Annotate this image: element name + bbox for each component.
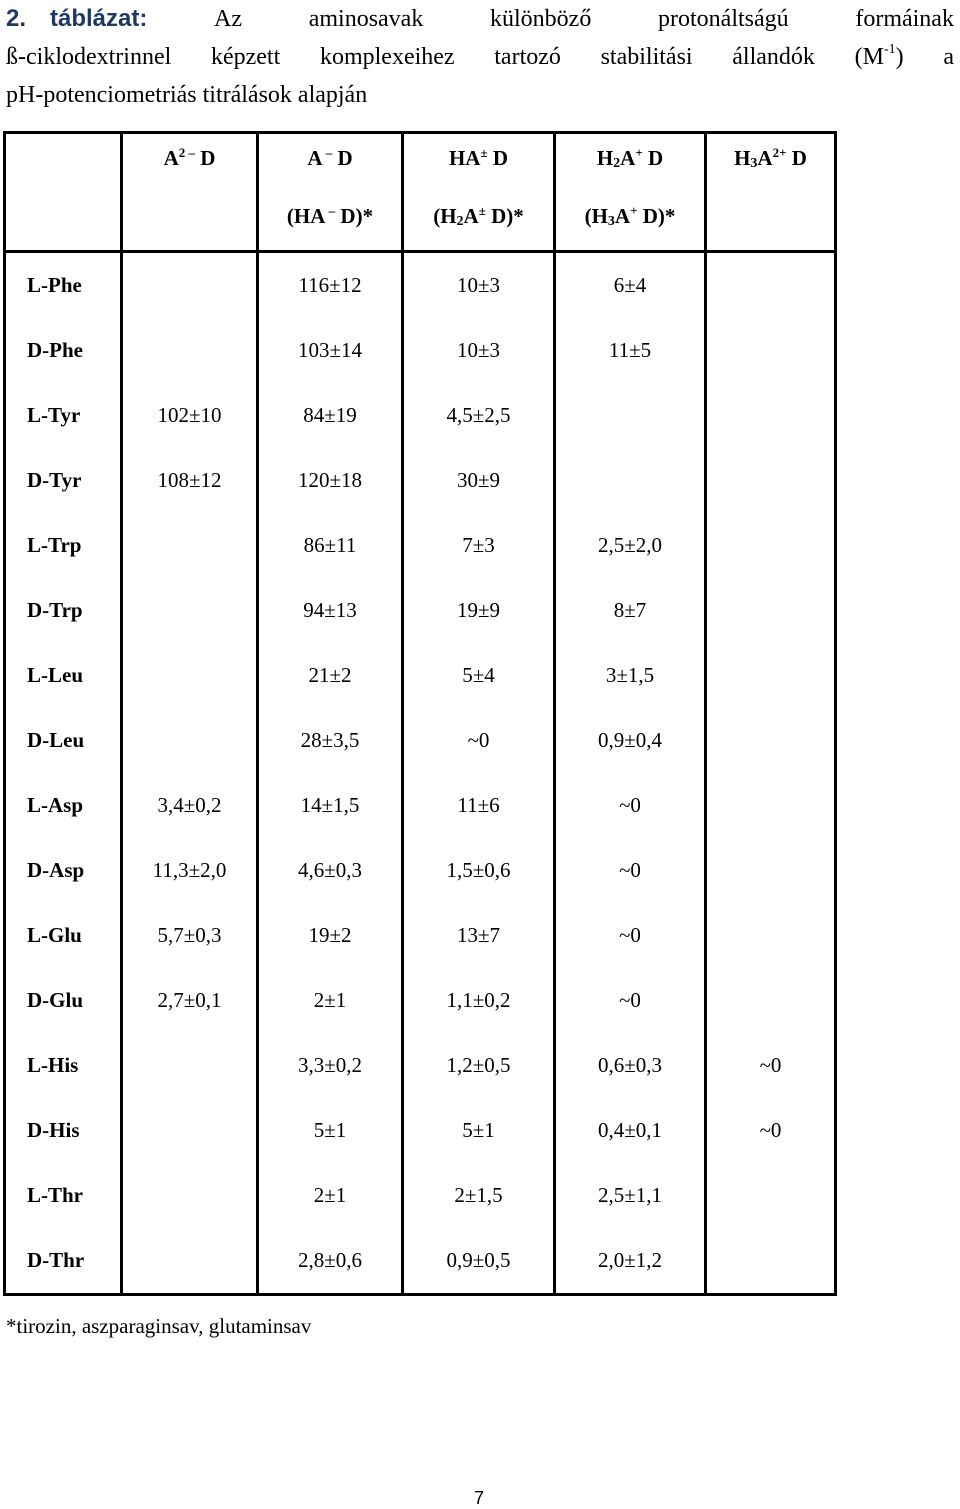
- row-label: L-Glu: [5, 903, 122, 968]
- table-row: [5, 513, 836, 578]
- caption-word: formáinak: [855, 6, 954, 32]
- table-cell: [706, 318, 836, 383]
- table-cell: [706, 513, 836, 578]
- table-cell: 5±1: [258, 1098, 403, 1163]
- table-cell: ~0: [403, 708, 555, 773]
- table-cell: 14±1,5: [258, 773, 403, 838]
- header-row: [5, 133, 836, 183]
- table-cell: 19±9: [403, 578, 555, 643]
- page-number: 7: [474, 1488, 485, 1508]
- table-row: [5, 1098, 836, 1163]
- caption-line-1: [6, 0, 954, 38]
- table-cell: [706, 383, 836, 448]
- row-label: D-Glu: [5, 968, 122, 1033]
- table-row: [5, 773, 836, 838]
- table-cell: 4,5±2,5: [403, 383, 555, 448]
- table-cell: ~0: [555, 838, 706, 903]
- table-cell: [122, 708, 258, 773]
- table-cell: [122, 513, 258, 578]
- row-label: D-Asp: [5, 838, 122, 903]
- table-row: [5, 643, 836, 708]
- table-cell: 102±10: [122, 383, 258, 448]
- table-cell: [706, 448, 836, 513]
- table-cell: 3±1,5: [555, 643, 706, 708]
- table-cell: 3,4±0,2: [122, 773, 258, 838]
- table-cell: 5,7±0,3: [122, 903, 258, 968]
- table-cell: 120±18: [258, 448, 403, 513]
- caption-line-2: [6, 38, 954, 76]
- header-alt-h3a-d: ($H_3A^+$ D)*: [555, 182, 706, 252]
- table-cell: [122, 643, 258, 708]
- row-label: L-Trp: [5, 513, 122, 578]
- table-cell: 116±12: [258, 252, 403, 319]
- row-label: L-Leu: [5, 643, 122, 708]
- table-row: [5, 1228, 836, 1295]
- table-cell: 1,2±0,5: [403, 1033, 555, 1098]
- header-ha-d: HA± D: [403, 133, 555, 183]
- table-cell: 10±3: [403, 252, 555, 319]
- caption-word: protonáltságú: [658, 6, 789, 32]
- header-h3a-d: $H_3A^{2+}$ D: [706, 133, 836, 183]
- table-cell: 4,6±0,3: [258, 838, 403, 903]
- header-a-d: A – D: [258, 133, 403, 183]
- caption-word: a: [943, 44, 954, 70]
- table-cell: 28±3,5: [258, 708, 403, 773]
- table-cell: [706, 838, 836, 903]
- table-cell: 19±2: [258, 903, 403, 968]
- row-label: L-Phe: [5, 252, 122, 319]
- table-cell: 11±6: [403, 773, 555, 838]
- caption-number: 2.: [6, 5, 27, 32]
- table-cell: ~0: [555, 968, 706, 1033]
- table-row: [5, 383, 836, 448]
- table-cell: ~0: [706, 1033, 836, 1098]
- caption-word: képzett: [210, 44, 281, 70]
- stability-constants-table: [3, 131, 837, 1296]
- table-row: [5, 968, 836, 1033]
- table-cell: 5±4: [403, 643, 555, 708]
- table-cell: 0,6±0,3: [555, 1033, 706, 1098]
- row-label: D-Trp: [5, 578, 122, 643]
- table-cell: 30±9: [403, 448, 555, 513]
- header-a2-d: $A^{2 -}$ D: [122, 133, 258, 183]
- row-label: L-Asp: [5, 773, 122, 838]
- table-cell: 108±12: [122, 448, 258, 513]
- table-cell: 0,9±0,5: [403, 1228, 555, 1295]
- table-cell: [122, 578, 258, 643]
- caption-word: ß-ciklodextrinnel: [6, 44, 172, 70]
- caption-line-3: pH-potenciometriás titrálások alapján: [6, 82, 368, 108]
- table-cell: 5±1: [403, 1098, 555, 1163]
- row-label: D-His: [5, 1098, 122, 1163]
- table-cell: [122, 1228, 258, 1295]
- table-cell: 2±1: [258, 968, 403, 1033]
- table-row: [5, 318, 836, 383]
- table-cell: 11,3±2,0: [122, 838, 258, 903]
- table-cell: ~0: [706, 1098, 836, 1163]
- table-cell: 10±3: [403, 318, 555, 383]
- caption-word: állandók: [732, 44, 815, 70]
- caption-word: stabilitási: [600, 44, 693, 70]
- table-cell: ~0: [555, 903, 706, 968]
- table-cell: 2±1,5: [403, 1163, 555, 1228]
- header-alt-ha-d: (HA – D)*: [258, 182, 403, 252]
- table-cell: [555, 448, 706, 513]
- table-row: [5, 903, 836, 968]
- table-cell: [706, 252, 836, 319]
- table-row: [5, 1163, 836, 1228]
- table-cell: 2,7±0,1: [122, 968, 258, 1033]
- row-label: D-Leu: [5, 708, 122, 773]
- caption-label: táblázat:: [50, 5, 148, 32]
- table-cell: [706, 643, 836, 708]
- row-label: D-Thr: [5, 1228, 122, 1295]
- table-cell: 13±7: [403, 903, 555, 968]
- table-cell: 94±13: [258, 578, 403, 643]
- table-cell: [706, 578, 836, 643]
- table-cell: [706, 1163, 836, 1228]
- table-caption: [6, 0, 954, 114]
- header-alt-h2a-d: ($H_2A^\pm$ D)*: [403, 182, 555, 252]
- table-cell: [706, 773, 836, 838]
- table-cell: 1,1±0,2: [403, 968, 555, 1033]
- caption-word: aminosavak: [308, 6, 424, 32]
- table-cell: 1,5±0,6: [403, 838, 555, 903]
- table-cell: [122, 1033, 258, 1098]
- row-label: L-Tyr: [5, 383, 122, 448]
- table-cell: 21±2: [258, 643, 403, 708]
- caption-word: különböző: [490, 6, 592, 32]
- row-label: D-Tyr: [5, 448, 122, 513]
- table-cell: 3,3±0,2: [258, 1033, 403, 1098]
- table-cell: [122, 252, 258, 319]
- table-cell: 2±1: [258, 1163, 403, 1228]
- table-cell: 7±3: [403, 513, 555, 578]
- table-cell: 86±11: [258, 513, 403, 578]
- table-cell: 2,8±0,6: [258, 1228, 403, 1295]
- table-cell: 103±14: [258, 318, 403, 383]
- header-row-alt: [5, 182, 836, 252]
- table-cell: 11±5: [555, 318, 706, 383]
- table-cell: 84±19: [258, 383, 403, 448]
- table-cell: 8±7: [555, 578, 706, 643]
- table-row: [5, 1033, 836, 1098]
- table-cell: [122, 1163, 258, 1228]
- row-label: D-Phe: [5, 318, 122, 383]
- table-cell: [122, 318, 258, 383]
- row-label: L-His: [5, 1033, 122, 1098]
- caption-word: Az: [214, 6, 243, 32]
- table-cell: [706, 903, 836, 968]
- table-cell: 2,0±1,2: [555, 1228, 706, 1295]
- table-row: [5, 252, 836, 319]
- caption-unit: $(M^{-1})$: [854, 42, 904, 70]
- table-cell: 2,5±1,1: [555, 1163, 706, 1228]
- table-cell: [706, 708, 836, 773]
- table-cell: [706, 968, 836, 1033]
- table-row: [5, 448, 836, 513]
- header-corner: [5, 133, 122, 183]
- footnote: *tirozin, aszparaginsav, glutaminsav: [6, 1314, 312, 1338]
- header-h2a-d: $H_2A^+$ D: [555, 133, 706, 183]
- table-cell: [555, 383, 706, 448]
- caption-word: tartozó: [494, 44, 561, 70]
- table-cell: [706, 1228, 836, 1295]
- table-cell: [122, 1098, 258, 1163]
- table-cell: 0,9±0,4: [555, 708, 706, 773]
- table-cell: 2,5±2,0: [555, 513, 706, 578]
- table-cell: 0,4±0,1: [555, 1098, 706, 1163]
- table-cell: 6±4: [555, 252, 706, 319]
- table-row: [5, 578, 836, 643]
- table-cell: ~0: [555, 773, 706, 838]
- row-label: L-Thr: [5, 1163, 122, 1228]
- caption-word: komplexeihez: [319, 44, 455, 70]
- table-row: [5, 838, 836, 903]
- table-row: [5, 708, 836, 773]
